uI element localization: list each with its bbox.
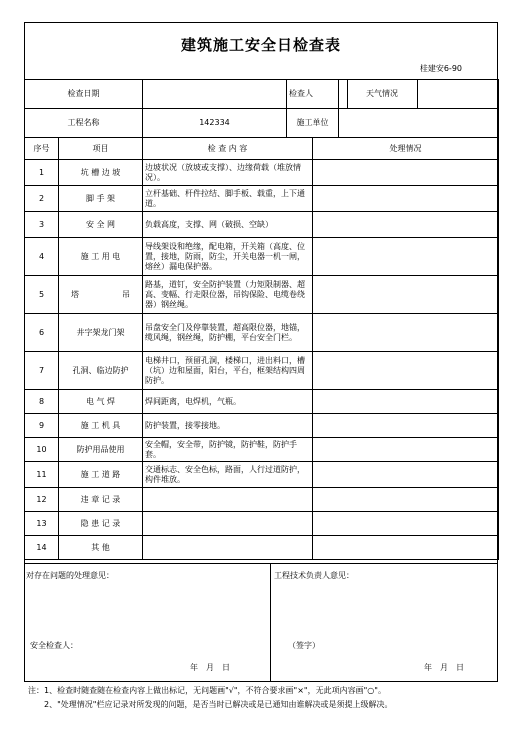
row-item: 安 全 网	[59, 212, 143, 238]
unit-label: 施工单位	[287, 109, 339, 138]
table-row	[25, 536, 499, 560]
header-row-1	[25, 80, 499, 109]
row-content: 安全帽，安全带，防护镜，防护鞋，防护手套。	[143, 438, 313, 462]
row-content: 导线架设和绝缘，配电箱，开关箱（高度、位置，接地，防雨，防尘，开关电器一机一闸，熔丝）漏电保护器。	[143, 238, 313, 276]
weather-value-cell[interactable]	[417, 80, 498, 108]
row-number: 3	[25, 212, 59, 238]
row-item: 井字架龙门架	[59, 314, 143, 352]
row-item: 施 工 用 电	[59, 238, 143, 276]
header-row-2	[25, 109, 499, 138]
row-item: 施 工 机 具	[59, 414, 143, 438]
table-row	[25, 314, 499, 352]
inspector-weather-cell	[339, 80, 499, 109]
row-item: 隐 患 记 录	[59, 512, 143, 536]
row-item: 电 气 焊	[59, 390, 143, 414]
row-number: 8	[25, 390, 59, 414]
row-handling[interactable]	[313, 238, 499, 276]
note-1: 注：1、检查时随查随在检查内容上做出标记，无问题画"√"，不符合要求画"×"，无此项内容画"○"。	[28, 686, 386, 695]
row-content: 交通标志、安全色标，路面，人行过道防护，构件堆放。	[143, 462, 313, 488]
row-content[interactable]	[143, 488, 313, 512]
opinion-divider	[270, 564, 271, 682]
table-row	[25, 276, 499, 314]
row-handling[interactable]	[313, 512, 499, 536]
table-row	[25, 186, 499, 212]
table-row	[25, 160, 499, 186]
column-header-row	[25, 138, 499, 160]
project-value[interactable]: 142334	[143, 109, 287, 138]
form-title: 建筑施工安全日检查表	[180, 36, 341, 54]
col-seq: 序号	[25, 138, 59, 160]
row-content: 防护装置，接零接地。	[143, 414, 313, 438]
row-item: 脚 手 架	[59, 186, 143, 212]
row-item: 其 他	[59, 536, 143, 560]
row-number: 11	[25, 462, 59, 488]
row-content: 路基，道钉，安全防护装置（力矩限制器、超高、变幅、行走限位器，吊钩保险、电缆卷绕器）钢丝绳。	[143, 276, 313, 314]
row-handling[interactable]	[313, 488, 499, 512]
row-content: 吊盘安全门及停靠装置，超高限位器，地锚，缆风绳，钢丝绳，防护棚，平台安全门栏。	[143, 314, 313, 352]
table-row	[25, 512, 499, 536]
row-item: 塔 吊	[59, 276, 143, 314]
row-content: 边坡状况（放坡或支撑）、边缘荷载（堆放情况）。	[143, 160, 313, 186]
row-content[interactable]	[143, 512, 313, 536]
row-handling[interactable]	[313, 536, 499, 560]
row-number: 4	[25, 238, 59, 276]
row-handling[interactable]	[313, 438, 499, 462]
table-row	[25, 390, 499, 414]
inspector-label-text: 检查人	[289, 89, 313, 98]
col-item: 项目	[59, 138, 143, 160]
row-number: 5	[25, 276, 59, 314]
handling-opinion-label: 对存在问题的处理意见：	[26, 571, 114, 580]
date-value-cell[interactable]	[143, 80, 287, 109]
inspector-value-cell[interactable]	[339, 80, 347, 108]
table-row	[25, 352, 499, 390]
table-row	[25, 488, 499, 512]
row-content: 电梯井口，预留孔洞，楼梯口，进出料口，槽（坑）边和屋面，阳台，平台，框架结构四周防护。	[143, 352, 313, 390]
row-item: 防护用品使用	[59, 438, 143, 462]
row-number: 10	[25, 438, 59, 462]
unit-value-cell[interactable]	[339, 109, 499, 138]
note-2: 2、"处理情况"栏应记录对所发现的问题，是否当时已解决或是已通知由谁解决或是须提上级解决。	[28, 700, 393, 709]
table-row	[25, 462, 499, 488]
table-row	[25, 414, 499, 438]
date-right: 年 月 日	[424, 663, 464, 672]
row-number: 1	[25, 160, 59, 186]
row-handling[interactable]	[313, 160, 499, 186]
row-number: 7	[25, 352, 59, 390]
row-handling[interactable]	[313, 352, 499, 390]
date-label: 检查日期	[25, 80, 143, 109]
row-number: 12	[25, 488, 59, 512]
row-content[interactable]	[143, 536, 313, 560]
opinion-section	[24, 563, 498, 682]
row-handling[interactable]	[313, 414, 499, 438]
row-item: 施 工 道 路	[59, 462, 143, 488]
row-handling[interactable]	[313, 390, 499, 414]
row-number: 9	[25, 414, 59, 438]
row-handling[interactable]	[313, 212, 499, 238]
table-row	[25, 438, 499, 462]
date-left: 年 月 日	[190, 663, 230, 672]
row-number: 14	[25, 536, 59, 560]
row-item: 坑 槽 边 坡	[59, 160, 143, 186]
signature-label: （签字）	[288, 641, 320, 650]
col-handling: 处理情况	[313, 138, 499, 160]
row-handling[interactable]	[313, 276, 499, 314]
table-row	[25, 212, 499, 238]
row-content: 立杆基础、杆件拉结、脚手板、载重，上下通道。	[143, 186, 313, 212]
form-code: 桂建安6-90	[419, 64, 462, 73]
engineer-opinion-label: 工程技术负责人意见：	[274, 571, 354, 580]
row-item: 孔洞、临边防护	[59, 352, 143, 390]
row-number: 6	[25, 314, 59, 352]
row-number: 13	[25, 512, 59, 536]
weather-subtable	[339, 80, 498, 108]
safety-inspector-label: 安全检查人：	[30, 641, 78, 650]
row-handling[interactable]	[313, 462, 499, 488]
inspector-label	[287, 80, 339, 109]
row-number: 2	[25, 186, 59, 212]
row-handling[interactable]	[313, 314, 499, 352]
table-row	[25, 238, 499, 276]
row-handling[interactable]	[313, 186, 499, 212]
col-content: 检 查 内 容	[143, 138, 313, 160]
row-item: 违 章 记 录	[59, 488, 143, 512]
row-content: 负载高度，支撑、网（破损、空缺）	[143, 212, 313, 238]
row-content: 焊间距离，电焊机，气瓶。	[143, 390, 313, 414]
weather-label: 天气情况	[347, 80, 417, 108]
inspection-table	[24, 79, 499, 560]
project-label: 工程名称	[25, 109, 143, 138]
notes	[28, 684, 392, 712]
